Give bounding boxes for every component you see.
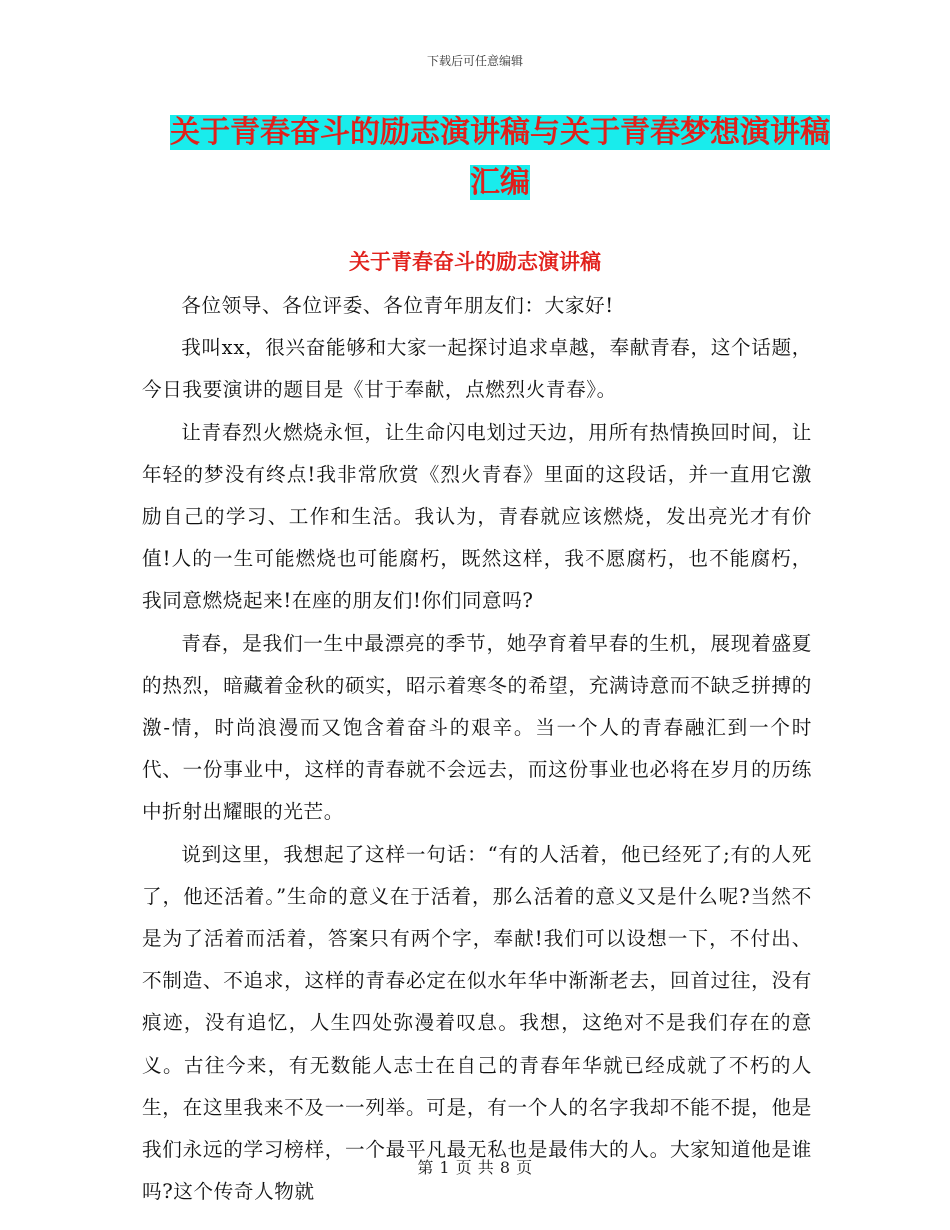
document-title-text: 关于青春奋斗的励志演讲稿与关于青春梦想演讲稿汇编 — [170, 115, 830, 200]
document-title — [160, 108, 840, 208]
paragraph: 让青春烈火燃烧永恒，让生命闪电划过天边，用所有热情换回时间，让年轻的梦没有终点!我非常欣赏《烈火青春》里面的这段话，并一直用它激励自己的学习、工作和生活。我认为，青春就应该燃烧，发出亮光才有价值!人的一生可能燃烧也可能腐朽，既然这样，我不愿腐朽，也不能腐朽，我同意燃烧起来!在座的朋友们!你们同意吗? — [142, 420, 812, 613]
page-number: 第 1 页 共 8 页 — [417, 1158, 533, 1177]
paragraph: 青春，是我们一生中最漂亮的季节，她孕育着早春的生机，展现着盛夏的热烈，暗藏着金秋的硕实，昭示着寒冬的希望，充满诗意而不缺乏拼搏的激-情，时尚浪漫而又饱含着奋斗的艰辛。当一个人的青春融汇到一个时代、一份事业中，这样的青春就不会远去，而这份事业也必将在岁月的历练中折射出耀眼的光芒。 — [142, 631, 812, 824]
page-header-note: 下载后可任意编辑 — [426, 54, 523, 68]
paragraph: 我叫xx，很兴奋能够和大家一起探讨追求卓越，奉献青春，这个话题，今日我要演讲的题目是《甘于奉献，点燃烈火青春》。 — [142, 336, 812, 402]
document-body — [142, 285, 812, 1213]
section-title: 关于青春奋斗的励志演讲稿 — [349, 249, 601, 274]
paragraph: 说到这里，我想起了这样一句话：“有的人活着，他已经死了;有的人死了，他还活着。”生命的意义在于活着，那么活着的意义又是什么呢?当然不是为了活着而活着，答案只有两个字，奉献!我们可以设想一下，不付出、不制造、不追求，这样的青春必定在似水年华中渐渐老去，回首过往，没有痕迹，没有追忆，人生四处弥漫着叹息。我想，这绝对不是我们存在的意义。古往今来，有无数能人志士在自己的青春年华就已经成就了不朽的人生，在这里我来不及一一列举。可是，有一个人的名字我却不能不提，他是我们永远的学习榜样，一个最平凡最无私也是最伟大的人。大家知道他是谁吗?这个传奇人物就 — [142, 842, 812, 1204]
paragraph: 各位领导、各位评委、各位青年朋友们：大家好! — [181, 294, 614, 317]
